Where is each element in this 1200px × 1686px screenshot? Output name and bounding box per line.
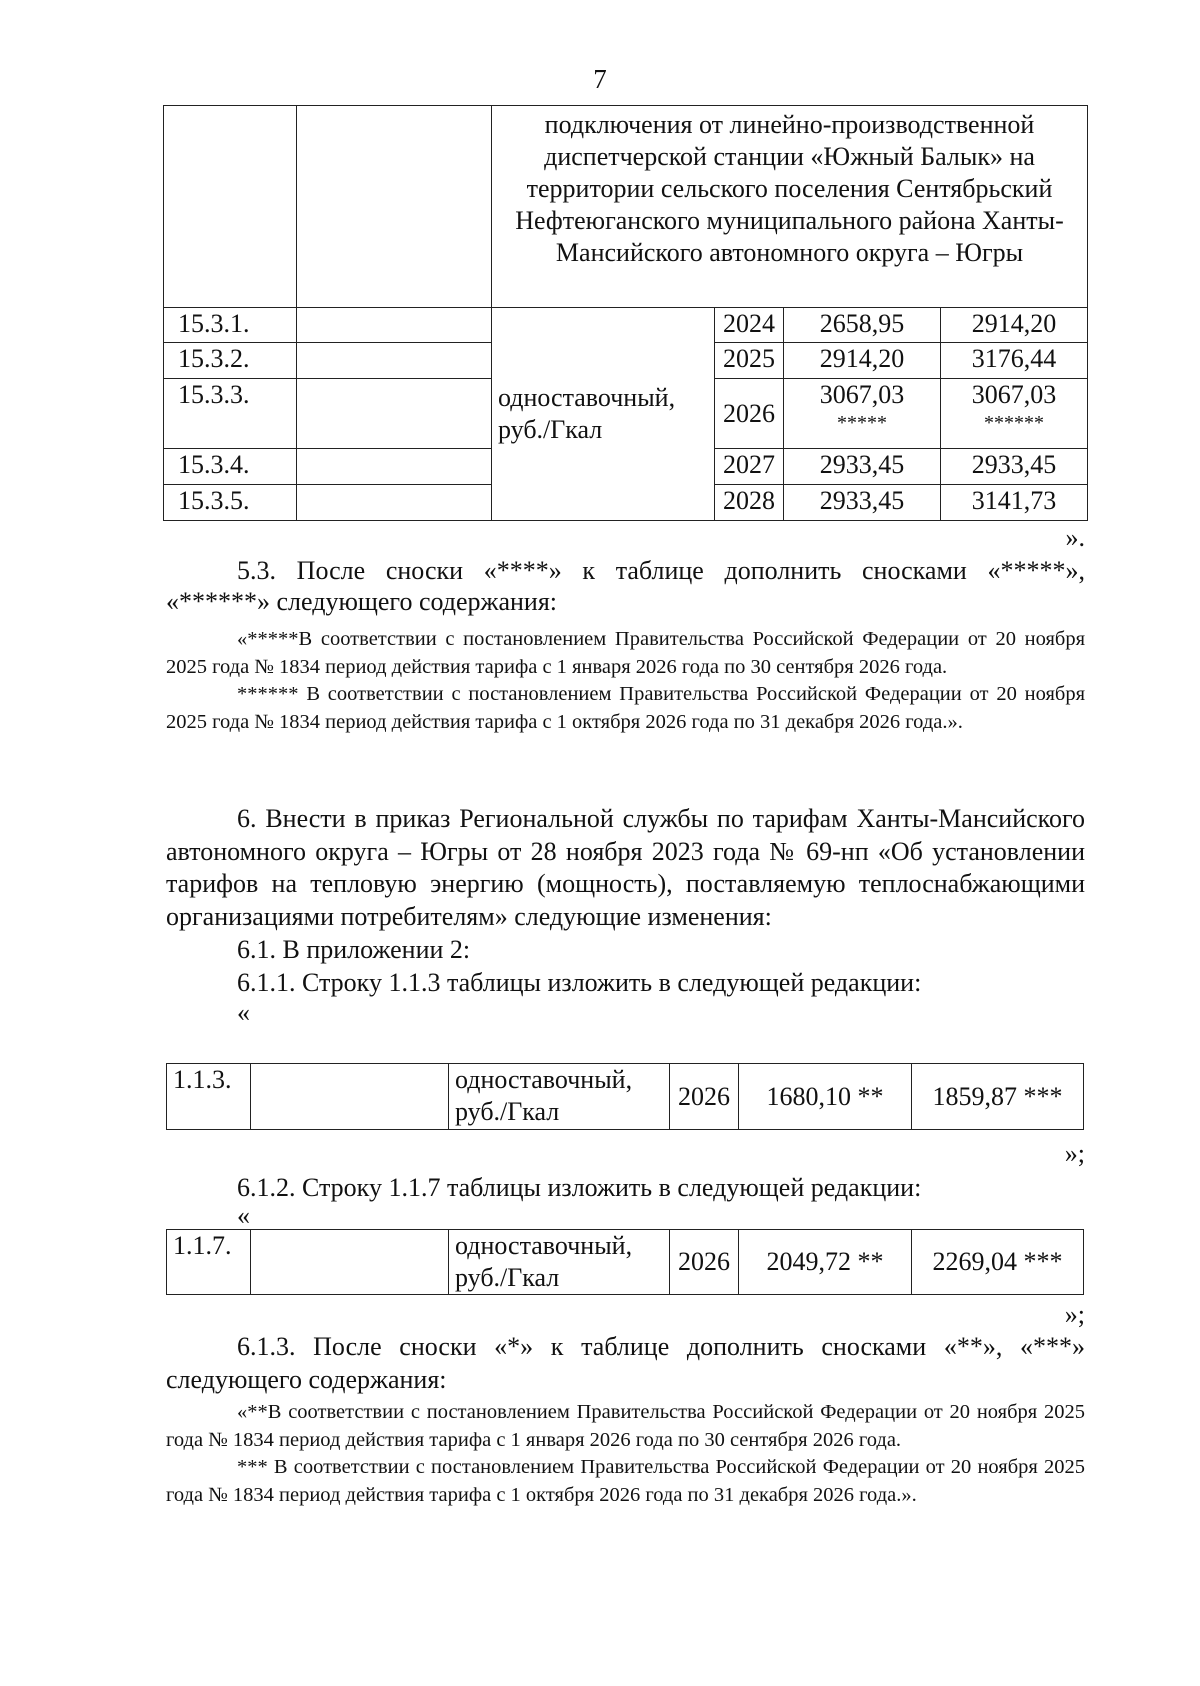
- paragraph: 5.3. После сноски «****» к таблице дополнить сносками «*****»,: [237, 556, 1085, 585]
- value: 3067,03: [971, 380, 1057, 409]
- footnotes-6-1-3: [166, 1399, 1085, 1509]
- paragraph: 6.1.2. Строку 1.1.7 таблицы изложить в следующей редакции:: [237, 1173, 922, 1202]
- footnote: *** В соответствии с постановлением Правительства Российской Федерации от 20 ноября 2025 года № 1834 период действия тарифа с 1 октября 2026 года по 31 декабря 2026 года.».: [166, 1456, 1085, 1506]
- footnote-mark: ******: [984, 412, 1044, 434]
- year: 2026: [670, 1230, 739, 1295]
- value-2: [941, 379, 1088, 449]
- year: 2028: [715, 485, 784, 521]
- value-1: 2933,45: [784, 485, 941, 521]
- row-number: 15.3.2.: [164, 343, 297, 379]
- open-quote: «: [237, 998, 250, 1027]
- section-6-1-3: [166, 1330, 1085, 1396]
- year: 2026: [670, 1064, 739, 1130]
- value-1: 2049,72 **: [739, 1230, 912, 1295]
- year: 2024: [715, 308, 784, 343]
- table-row: [167, 1064, 1084, 1130]
- open-quote: «: [237, 1201, 250, 1230]
- row-number: 15.3.1.: [164, 308, 297, 343]
- close-quote: »;: [1064, 1300, 1085, 1329]
- value-2: 2914,20: [941, 308, 1088, 343]
- paragraph: следующего содержания:: [166, 1365, 447, 1394]
- year: 2026: [715, 379, 784, 449]
- page-number: 7: [593, 64, 607, 94]
- value-1: 2914,20: [784, 343, 941, 379]
- value-1: 2933,45: [784, 449, 941, 485]
- unit-cell: одноставочный, руб./Гкал: [492, 308, 715, 521]
- table-row: [164, 308, 1088, 343]
- row-number: 1.1.3.: [167, 1064, 251, 1130]
- unit-cell: одноставочный, руб./Гкал: [449, 1064, 670, 1130]
- unit-cell: одноставочный, руб./Гкал: [449, 1230, 670, 1295]
- row-number: 15.3.3.: [164, 379, 297, 449]
- value-1: 1680,10 **: [739, 1064, 912, 1130]
- paragraph: 6.1.3. После сноски «*» к таблице дополнить сносками «**», «***»: [237, 1332, 1085, 1361]
- row-number: 1.1.7.: [167, 1230, 251, 1295]
- close-quote: »;: [1064, 1139, 1085, 1168]
- year: 2027: [715, 449, 784, 485]
- close-quote: ».: [1065, 523, 1085, 552]
- row-number: 15.3.4.: [164, 449, 297, 485]
- value-2: 3176,44: [941, 343, 1088, 379]
- footnote: «**В соответствии с постановлением Правительства Российской Федерации от 20 ноября 2025 года № 1834 период действия тарифа с 1 января 2026 года по 30 сентября 2026 года.: [166, 1401, 1085, 1451]
- footnote: «*****В соответствии с постановлением Правительства Российской Федерации от 20 ноября 2025 года № 1834 период действия тарифа с 1 января 2026 года по 30 сентября 2026 года.: [166, 628, 1085, 678]
- section-6-1-2: [166, 1172, 1085, 1228]
- section-5-3: [166, 556, 1085, 617]
- tariff-row-1-1-3: [166, 1063, 1084, 1130]
- section-6: [166, 803, 1085, 1026]
- empty-cell: [297, 106, 492, 308]
- row-number: 15.3.5.: [164, 485, 297, 521]
- table-header-text: подключения от линейно-производственной диспетчерской станции «Южный Балык» на территории сельского поселения Сентябрьский Нефтеюганского муниципального района Ханты-Мансийского автономного округа – Югры: [492, 106, 1088, 308]
- paragraph: 6.1.1. Строку 1.1.3 таблицы изложить в следующей редакции:: [237, 968, 922, 997]
- value: 3067,03: [819, 380, 905, 409]
- value-2: 2269,04 ***: [912, 1230, 1084, 1295]
- value-2: 3141,73: [941, 485, 1088, 521]
- paragraph: «******» следующего содержания:: [166, 586, 558, 616]
- tariff-row-1-1-7: [166, 1229, 1084, 1295]
- year: 2025: [715, 343, 784, 379]
- table-row: [167, 1230, 1084, 1295]
- footnote: ****** В соответствии с постановлением Правительства Российской Федерации от 20 ноября 2025 года № 1834 период действия тарифа с 1 октября 2026 года по 31 декабря 2026 года.».: [166, 683, 1085, 733]
- footnotes-5-3: [166, 626, 1085, 736]
- value-1: [784, 379, 941, 449]
- value-2: 2933,45: [941, 449, 1088, 485]
- paragraph: 6. Внести в приказ Региональной службы по тарифам Ханты-Мансийского автономного округа – Югры от 28 ноября 2023 года № 69-нп «Об установлении тарифов на тепловую энергию (мощность), поставляемую теплоснабжающими организациями потребителям» следующие изменения:: [166, 804, 1085, 931]
- empty-cell: [164, 106, 297, 308]
- tariff-table-15-3: [163, 105, 1088, 521]
- value-1: 2658,95: [784, 308, 941, 343]
- value-2: 1859,87 ***: [912, 1064, 1084, 1130]
- footnote-mark: *****: [837, 412, 887, 434]
- paragraph: 6.1. В приложении 2:: [237, 935, 471, 964]
